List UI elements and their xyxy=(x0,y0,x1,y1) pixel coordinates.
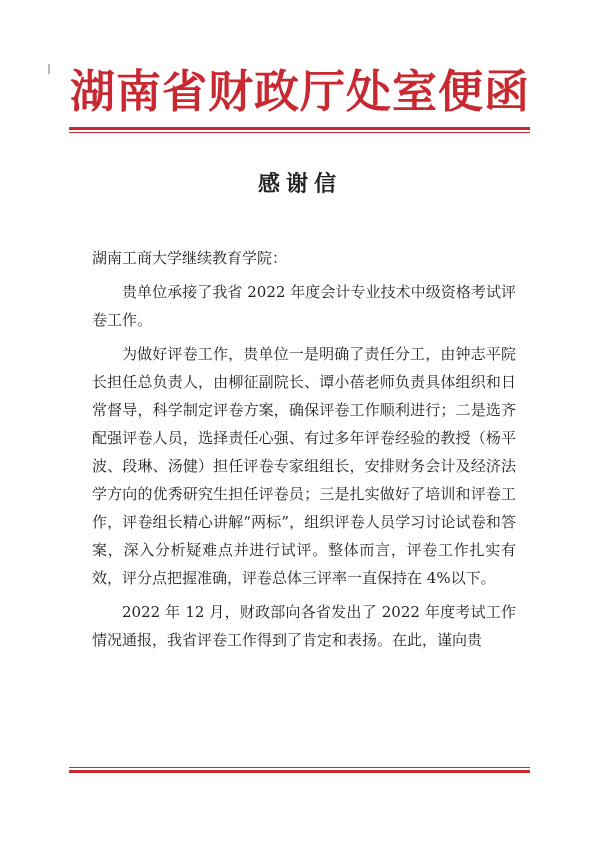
letter-title: 感谢信 xyxy=(257,171,342,197)
letterhead-rule-thin xyxy=(69,132,530,133)
letter-salutation: 湖南工商大学继续教育学院： xyxy=(92,249,288,267)
scan-artifact-mark xyxy=(48,64,50,74)
footer-rule-thick xyxy=(69,770,530,773)
letterhead-title: 湖南省财政厅处室便函 xyxy=(69,65,530,118)
letter-paragraph: 贵单位承接了我省 2022 年度会计专业技术中级资格考试评卷工作。 xyxy=(92,283,516,329)
letter-paragraph: 2022 年 12 月，财政部向各省发出了 2022 年度考试工作情况通报，我省评卷工作得到了肯定和表扬。在此，谨向贵 xyxy=(92,603,516,649)
footer-rule-thin xyxy=(69,767,530,768)
letter-body xyxy=(92,244,516,660)
letterhead-rule-thick xyxy=(69,127,530,130)
letter-paragraph: 为做好评卷工作，贵单位一是明确了责任分工，由钟志平院长担任总负责人，由柳征副院长、谭小蓓老师负责具体组织和日常督导，科学制定评卷方案，确保评卷工作顺利进行；二是选齐配强评卷人员，选择责任心强、有过多年评卷经验的教授（杨平波、段琳、汤健）担任评卷专家组组长，安排财务会计及经济法学方向的优秀研究生担任评卷员；三是扎实做好了培训和评卷工作，评卷组长精心讲解“两标”，组织评卷人员学习讨论试卷和答案，深入分析疑难点并进行试评。整体而言，评卷工作扎实有效，评分点把握准确，评卷总体三评率一直保持在 4%以下。 xyxy=(92,345,516,587)
